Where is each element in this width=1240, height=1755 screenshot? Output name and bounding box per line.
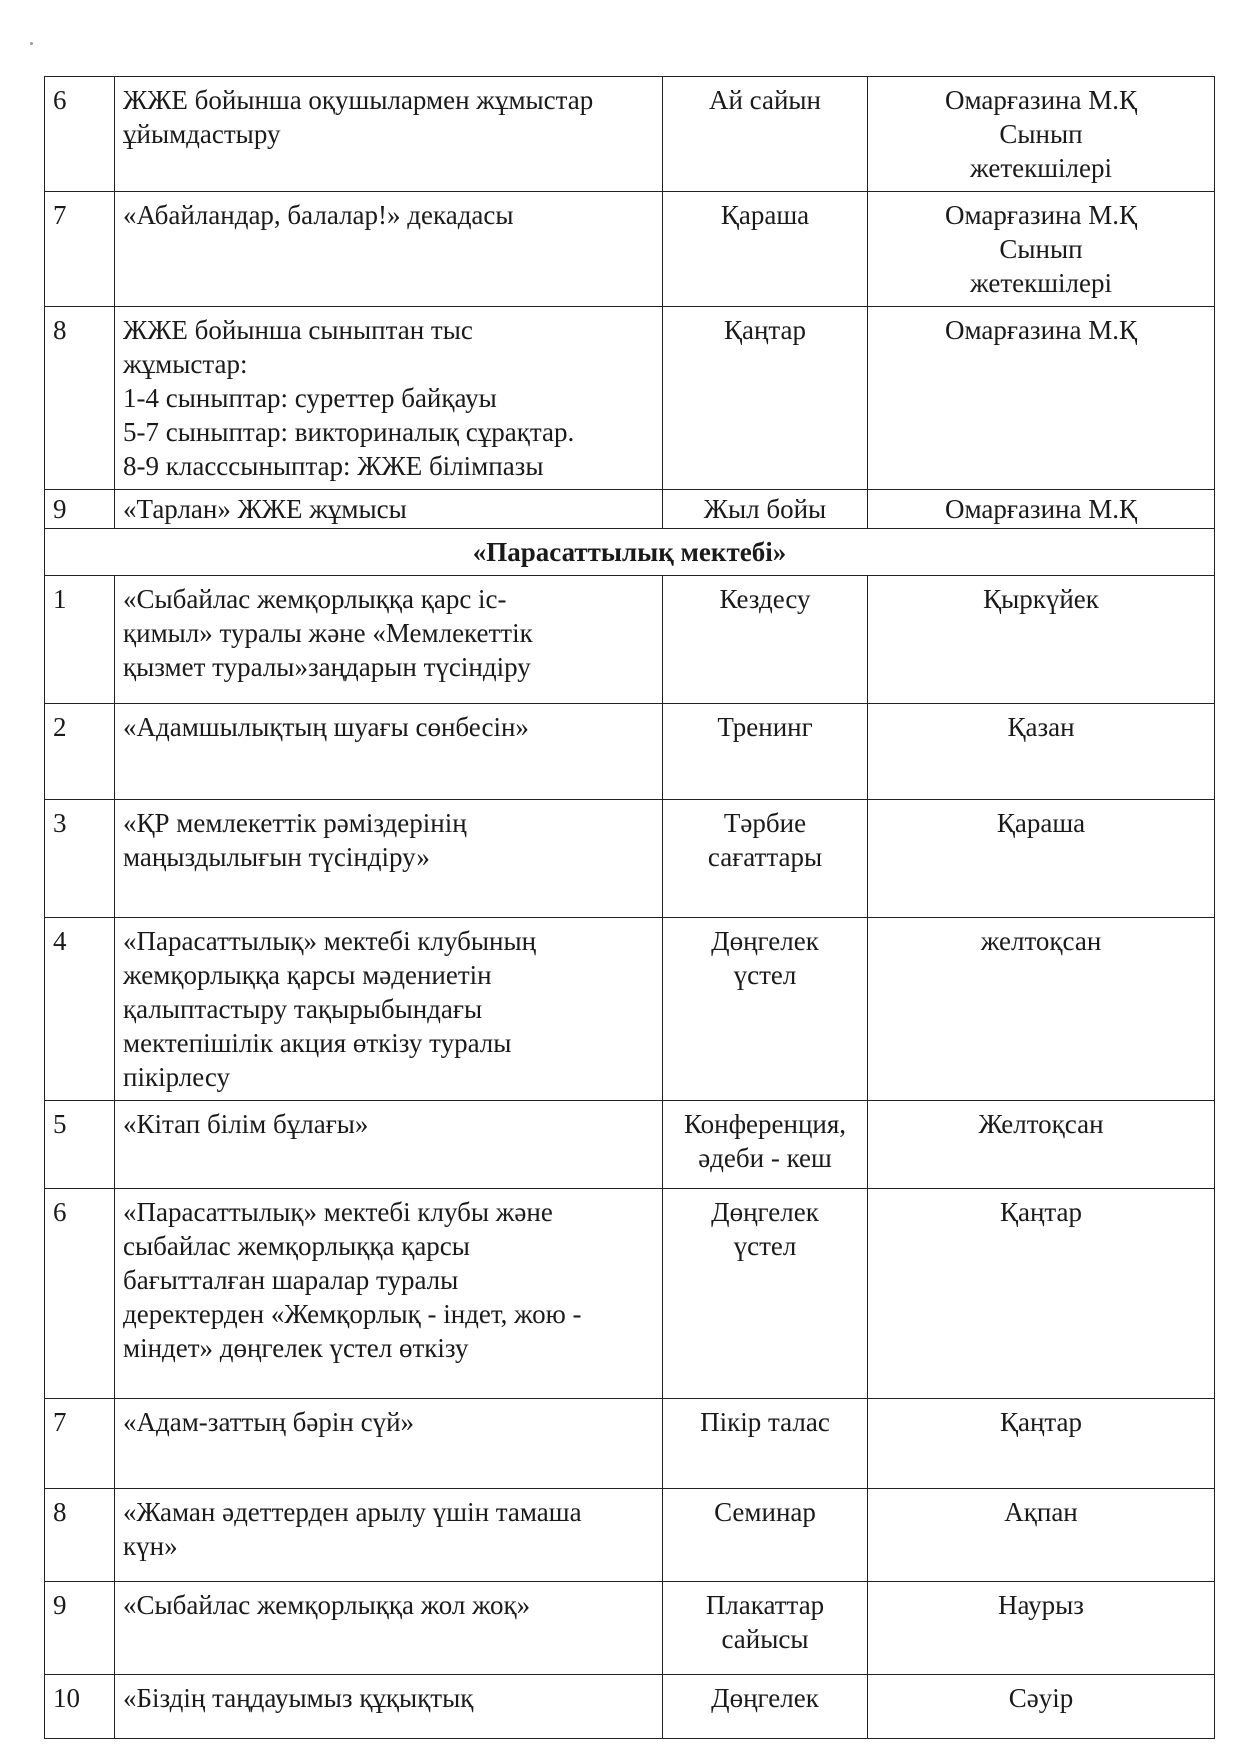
form-text: сағаттары bbox=[707, 842, 823, 873]
event-cell bbox=[115, 192, 663, 307]
form-cell bbox=[663, 1582, 868, 1675]
event-text: «Сыбайлас жемқорлыққа қарс іс- bbox=[123, 584, 507, 615]
event-text: пікірлесу bbox=[123, 1062, 230, 1093]
event-cell bbox=[115, 704, 663, 800]
form-cell bbox=[663, 1399, 868, 1489]
event-text: міндет» дөңгелек үстел өткізу bbox=[123, 1333, 469, 1364]
month-cell: Қыркүйек bbox=[868, 576, 1215, 704]
row-number: 4 bbox=[45, 918, 115, 1101]
table-row bbox=[45, 490, 1215, 529]
table-row bbox=[45, 1489, 1215, 1582]
form-text: Конференция, bbox=[683, 1109, 847, 1140]
row-number: 9 bbox=[45, 1582, 115, 1675]
event-cell bbox=[115, 307, 663, 490]
event-text: «Тарлан» ЖЖЕ жұмысы bbox=[123, 494, 407, 525]
event-text: 5-7 сыныптар: викториналық сұрақтар. bbox=[123, 417, 575, 448]
form-cell bbox=[663, 1489, 868, 1582]
month-cell: Желтоқсан bbox=[868, 1101, 1215, 1189]
time-cell: Ай сайын bbox=[663, 77, 868, 192]
event-cell bbox=[115, 490, 663, 529]
row-number: 8 bbox=[45, 1489, 115, 1582]
table-row bbox=[45, 704, 1215, 800]
form-text: Пікір талас bbox=[700, 1407, 830, 1438]
event-text: «Сыбайлас жемқорлыққа жол жоқ» bbox=[123, 1590, 531, 1621]
responsible-cell bbox=[868, 307, 1215, 490]
table-row bbox=[45, 1675, 1215, 1739]
event-text: ұйымдастыру bbox=[123, 119, 281, 150]
row-number: 7 bbox=[45, 1399, 115, 1489]
row-number: 3 bbox=[45, 800, 115, 918]
responsible-text: Омарғазина М.Қ bbox=[944, 85, 1137, 115]
plan-table bbox=[44, 76, 1215, 1739]
month-cell: Қараша bbox=[868, 800, 1215, 918]
form-text: Кездесу bbox=[719, 584, 811, 615]
month-cell: Наурыз bbox=[868, 1582, 1215, 1675]
section-row bbox=[45, 529, 1215, 576]
form-text: Дөңгелек bbox=[711, 1683, 819, 1714]
responsible-text: жетекшілері bbox=[970, 153, 1112, 184]
event-text: «Адам-заттың бәрін сүй» bbox=[123, 1407, 415, 1438]
row-number: 6 bbox=[45, 77, 115, 192]
event-cell bbox=[115, 918, 663, 1101]
responsible-text: Омарғазина М.Қ bbox=[944, 200, 1137, 231]
table-row bbox=[45, 800, 1215, 918]
table-row bbox=[45, 192, 1215, 307]
event-text: ЖЖЕ бойынша оқушылармен жұмыстар bbox=[123, 85, 594, 115]
responsible-cell bbox=[868, 490, 1215, 529]
event-text: қалыптастыру тақырыбындағы bbox=[123, 994, 483, 1025]
form-text: әдеби - кеш bbox=[698, 1143, 832, 1174]
event-cell bbox=[115, 1399, 663, 1489]
row-number: 5 bbox=[45, 1101, 115, 1189]
form-cell bbox=[663, 918, 868, 1101]
form-text: Семинар bbox=[714, 1497, 816, 1528]
time-cell: Қаңтар bbox=[663, 307, 868, 490]
event-cell bbox=[115, 1101, 663, 1189]
event-cell bbox=[115, 800, 663, 918]
month-cell: Қаңтар bbox=[868, 1189, 1215, 1399]
event-text: «Жаман әдеттерден арылу үшін тамаша bbox=[123, 1497, 582, 1528]
row-number: 8 bbox=[45, 307, 115, 490]
month-cell: Қазан bbox=[868, 704, 1215, 800]
event-text: мектепішілік акция өткізу туралы bbox=[123, 1028, 512, 1059]
form-text: Плакаттар bbox=[705, 1590, 825, 1621]
event-cell bbox=[115, 1189, 663, 1399]
row-number: 6 bbox=[45, 1189, 115, 1399]
scan-speck bbox=[30, 42, 33, 45]
event-cell bbox=[115, 1675, 663, 1739]
form-cell bbox=[663, 800, 868, 918]
table-row bbox=[45, 307, 1215, 490]
responsible-cell bbox=[868, 192, 1215, 307]
form-text: сайысы bbox=[721, 1624, 809, 1655]
responsible-text: Омарғазина М.Қ bbox=[944, 315, 1137, 346]
row-number: 7 bbox=[45, 192, 115, 307]
event-text: бағытталған шаралар туралы bbox=[123, 1265, 459, 1296]
form-text: Дөңгелек bbox=[711, 1197, 819, 1228]
event-text: күн» bbox=[123, 1531, 178, 1562]
responsible-text: жетекшілері bbox=[970, 268, 1112, 299]
month-cell: Ақпан bbox=[868, 1489, 1215, 1582]
table-row bbox=[45, 1189, 1215, 1399]
table-row bbox=[45, 1582, 1215, 1675]
event-text: сыбайлас жемқорлыққа қарсы bbox=[123, 1231, 470, 1262]
event-cell bbox=[115, 576, 663, 704]
event-text: 8-9 класссыныптар: ЖЖЕ білімпазы bbox=[123, 451, 544, 482]
event-text: деректерден «Жемқорлық - індет, жою - bbox=[123, 1299, 582, 1330]
form-cell bbox=[663, 1189, 868, 1399]
event-cell bbox=[115, 1489, 663, 1582]
row-number: 2 bbox=[45, 704, 115, 800]
form-text: Тәрбие bbox=[723, 808, 807, 839]
table-row bbox=[45, 1399, 1215, 1489]
month-cell: Сәуір bbox=[868, 1675, 1215, 1739]
form-cell bbox=[663, 576, 868, 704]
form-cell bbox=[663, 1101, 868, 1189]
event-text: «Парасаттылық» мектебі клубының bbox=[123, 926, 537, 957]
event-cell bbox=[115, 1582, 663, 1675]
event-text: жемқорлыққа қарсы мәдениетін bbox=[123, 960, 492, 991]
event-text: 1-4 сыныптар: суреттер байқауы bbox=[123, 383, 497, 414]
table-row bbox=[45, 576, 1215, 704]
form-text: үстел bbox=[733, 960, 797, 991]
month-cell: Қаңтар bbox=[868, 1399, 1215, 1489]
responsible-text: Сынып bbox=[999, 234, 1083, 265]
event-text: «Біздің таңдауымыз құқықтық bbox=[123, 1683, 474, 1714]
table-row bbox=[45, 77, 1215, 192]
event-text: «Парасаттылық» мектебі клубы және bbox=[123, 1197, 553, 1228]
event-text: маңыздылығын түсіндіру» bbox=[123, 842, 430, 873]
form-text: Дөңгелек bbox=[711, 926, 819, 957]
responsible-text: Сынып bbox=[999, 119, 1083, 150]
row-number: 1 bbox=[45, 576, 115, 704]
event-text: жұмыстар: bbox=[123, 349, 248, 380]
event-text: «Адамшылықтың шуағы сөнбесін» bbox=[123, 712, 529, 743]
form-cell bbox=[663, 704, 868, 800]
form-cell bbox=[663, 1675, 868, 1739]
event-text: ЖЖЕ бойынша сыныптан тыс bbox=[123, 315, 473, 346]
row-number: 10 bbox=[45, 1675, 115, 1739]
event-text: «Кітап білім бұлағы» bbox=[123, 1109, 369, 1140]
time-cell: Қараша bbox=[663, 192, 868, 307]
event-cell bbox=[115, 77, 663, 192]
responsible-cell bbox=[868, 77, 1215, 192]
row-number: 9 bbox=[45, 490, 115, 529]
time-cell: Жыл бойы bbox=[663, 490, 868, 529]
event-text: қызмет туралы»заңдарын түсіндіру bbox=[123, 652, 531, 683]
form-text: үстел bbox=[733, 1231, 797, 1262]
table-row bbox=[45, 918, 1215, 1101]
event-text: «ҚР мемлекеттік рәміздерінің bbox=[123, 808, 467, 839]
event-text: қимыл» туралы және «Мемлекеттік bbox=[123, 618, 533, 649]
section-title: «Парасаттылық мектебі» bbox=[45, 529, 1215, 576]
responsible-text: Омарғазина М.Қ bbox=[944, 494, 1137, 525]
form-text: Тренинг bbox=[717, 712, 813, 743]
event-text: «Абайландар, балалар!» декадасы bbox=[123, 200, 514, 231]
table-row bbox=[45, 1101, 1215, 1189]
month-cell: желтоқсан bbox=[868, 918, 1215, 1101]
